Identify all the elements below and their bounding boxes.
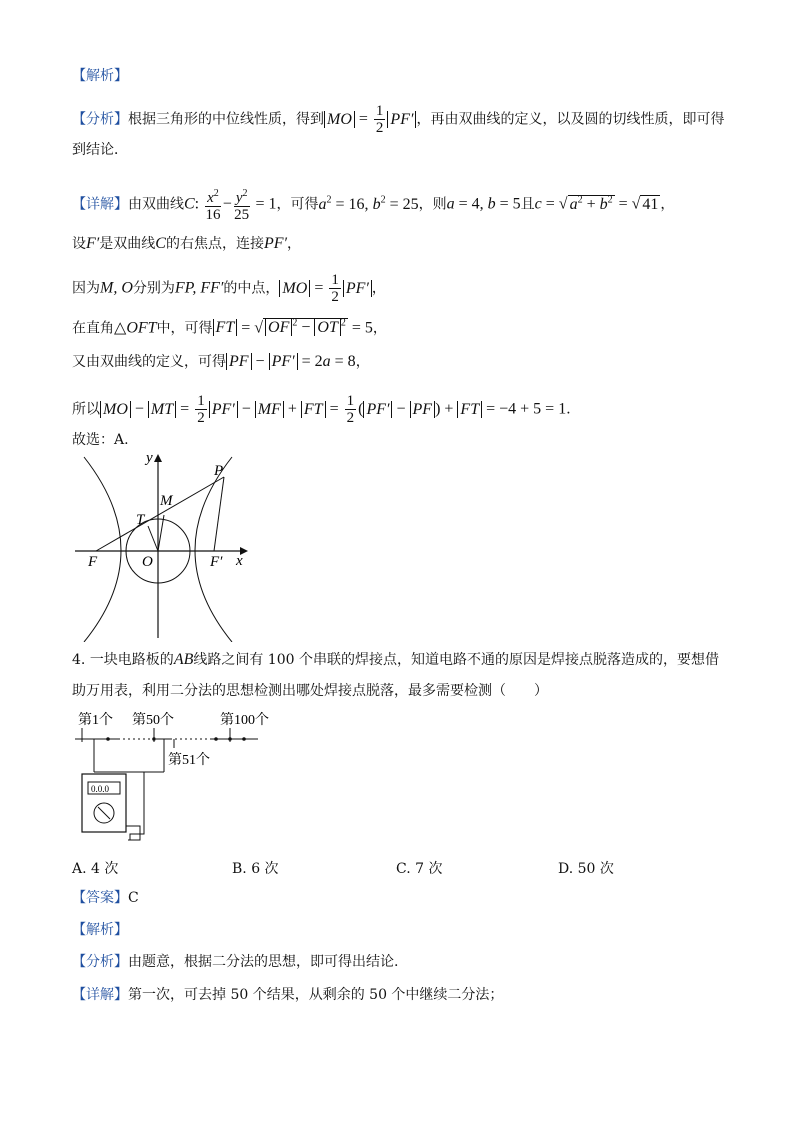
formula-sqrt-of-ot: OF $^2$ − OT $^2$ [263,318,348,336]
formula-mo: MO [324,111,355,128]
option-d: D. 50 次 [558,861,614,877]
analysis-text-c: 到结论． [72,142,128,158]
line-ot [148,526,158,551]
answer-tag: 【答案】 [72,890,128,906]
step-4: 又由双曲线的定义，可得 PF − PF′ = 2a = 8， [72,353,370,370]
formula-oft: OFT [126,319,157,337]
label-y: y [146,452,153,466]
analysis-paragraph-2: 【分析】由题意，根据二分法的思想，即可得出结论. [72,954,399,970]
analysis-text-a: 根据三角形的中位线性质，得到 [128,111,324,128]
label-x: x [236,553,243,569]
question-number: 4. [72,652,86,668]
line-om [158,515,164,551]
formula-2a-8: = 2a = 8 [297,353,356,370]
formula-eq: = [354,110,372,128]
detail-text-a: 由双曲线 [128,196,184,213]
y-axis-arrow [154,454,162,462]
analysis-text-b: ，再由双曲线的定义，以及圆的切线性质，即可得 [416,111,725,128]
formula-ab: a = 4, b = 5 [446,195,521,213]
formula-fprime: F′ [86,235,100,252]
label-hundredth: 第100个 [220,713,269,728]
formula-c-value: c = √ $a^2 + b^2$ = √ 41 [534,194,659,213]
detail-text-b: ，可得 [276,196,319,213]
label-o: O [142,554,153,570]
analysis-tag: 【分析】 [72,111,128,128]
detail-paragraph-2: 【详解】第一次，可去掉 50 个结果，从剩余的 50 个中继续二分法； [72,987,504,1003]
formula-result: = −4 + 5 = 1 [482,400,567,418]
line-pfprime [214,477,224,551]
option-a: A. 4 次 [72,861,119,877]
detail-text-d: 且 [520,196,535,213]
segment-ab: AB [173,651,194,668]
answer-choice: 故选：A. [72,432,129,448]
question-4-line-2: 助万用表，利用二分法的思想检测出哪处焊接点脱落，最多需要检测（ ） [72,683,548,699]
analysis-paragraph [72,103,724,136]
circuit-figure [70,706,270,846]
label-fiftieth: 第50个 [132,713,174,728]
detail-paragraph: 【详解】由双曲线C: $\frac{x^2}{16}$ − $\frac{y^2}{25}$ = 1，可得$a^2 = 16$, $b^2 = 25$，则a = 4, b = 5且c = √ $a^2 + b^2$ = √ 41 ， [72,188,675,223]
detail-tag: 【详解】 [72,196,128,213]
section-heading-analysis-2: 【解析】 [72,922,128,938]
meter-display: 0.0.0 [91,784,109,794]
hyperbola-figure [70,452,250,642]
formula-m-o: M, O [100,279,133,297]
label-t: T [136,512,145,528]
formula-fp-ffprime: FP, FF′ [174,279,224,297]
label-p: P [214,463,224,479]
label-first: 第1个 [78,713,113,728]
label-fprime: F′ [210,554,223,570]
formula-a2b2: $a^2 = 16$, $b^2 = 25$ [318,194,419,213]
label-fiftyfirst: 第51个 [168,753,210,768]
detail-text-e: ， [660,196,675,213]
label-m: M [160,493,173,509]
answer-value: C [128,890,139,906]
label-f: F [88,554,98,570]
formula-pf-prime: PF′ [263,235,287,252]
hyperbola-right-branch [195,457,232,642]
step-2: 因为M, O分别为FP, FF′的中点， MO = $\frac{1}{2}$ PF′ ， [72,272,386,305]
fraction-x2-16: $\frac{x^2}{16}$ [205,188,221,223]
question-4-line-1: 4. 一块电路板的AB线路之间有 100 个串联的焊接点，知道电路不通的原因是焊接点脱落造成的，要想借 [72,651,719,668]
fraction-y2-25: $\frac{y^2}{25}$ [234,188,250,223]
step-1: 设F′是双曲线C的右焦点，连接PF′， [72,235,301,252]
step-3: 在直角△OFT中，可得 FT = √ OF $^2$ − OT $^2$ = 5， [72,318,387,337]
hyperbola-left-branch [84,457,121,642]
section-heading-analysis: 【解析】 [72,68,128,84]
fraction-half: $\frac{1}{2}$ [375,103,384,136]
option-c: C. 7 次 [396,861,443,877]
step-5: 所以 MO − MT = $\frac{1}{2}$ PF′ − MF + FT = $\frac{1}{2}$ ( PF′ − PF ) + FT = −4 + 5 = 1． [72,393,581,426]
option-b: B. 6 次 [232,861,279,877]
formula-c: C [184,195,195,213]
detail-text-c: ，则 [418,196,447,213]
answer-line [72,888,139,908]
formula-pfprime: PF′ [387,111,416,128]
